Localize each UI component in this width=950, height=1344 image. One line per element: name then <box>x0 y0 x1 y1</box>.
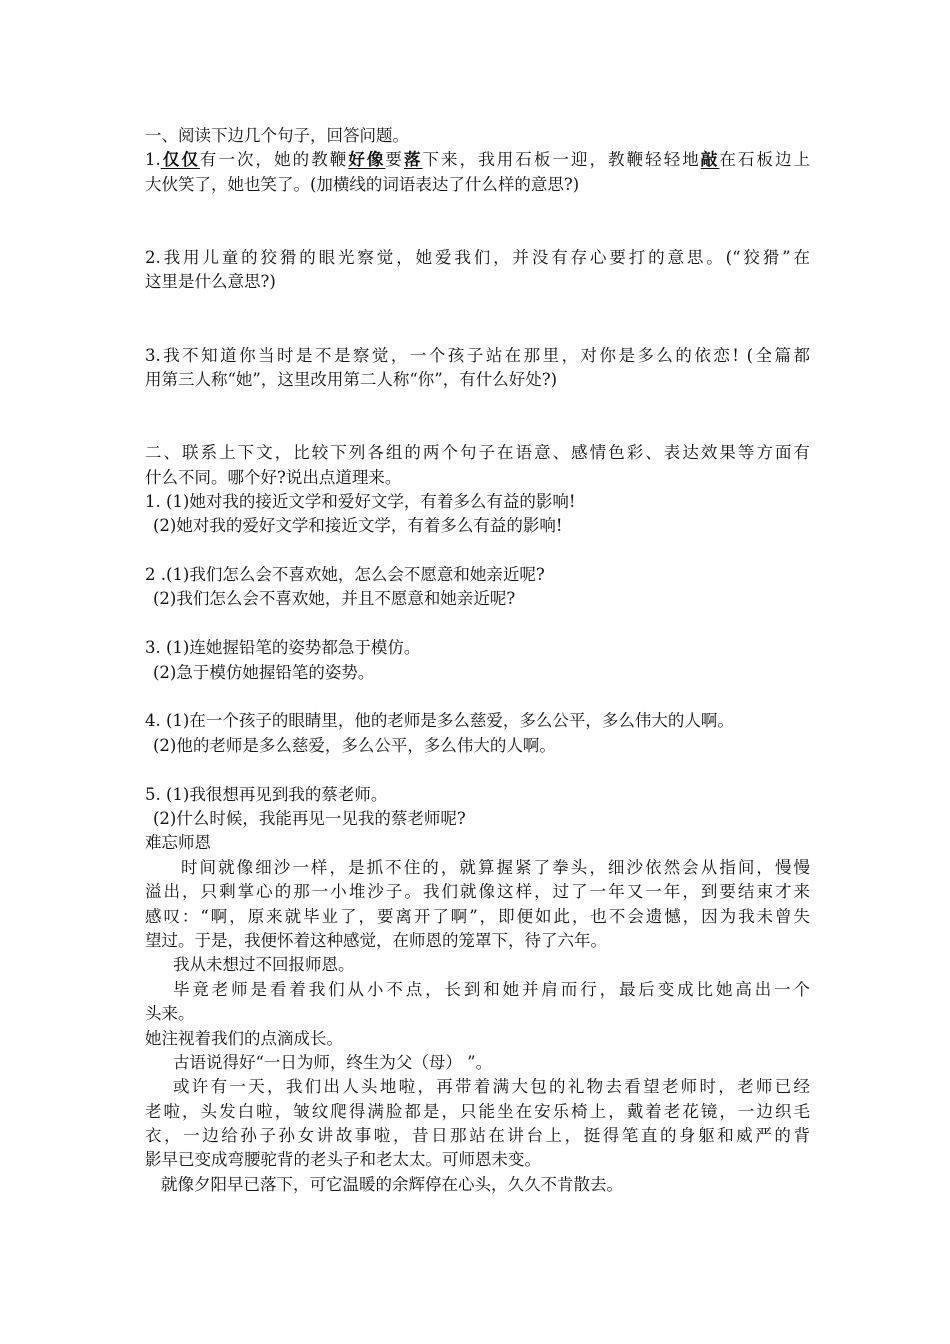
essay-p7: 就像夕阳早已落下，可它温暖的余辉停在心头，久久不肯散去。 <box>161 1174 623 1194</box>
essay-p1-line4: 望过。于是，我便怀着这种感觉，在师恩的笼罩下，待了六年。 <box>145 930 607 950</box>
essay-p4: 她注视着我们的点滴成长。 <box>145 1028 343 1048</box>
essay-p6-line4: 影早已变成弯腰驼背的老头子和老太太。可师恩未变。 <box>145 1150 541 1170</box>
pair-3-b: (2)急于模仿她握铅笔的姿势。 <box>153 662 375 682</box>
pair-4-b: (2)他的老师是多么慈爱，多么公平，多么伟大的人啊。 <box>153 735 556 755</box>
question-1-number: 1. <box>145 150 161 170</box>
question-1-text-1: 有一次，她的教鞭 <box>199 150 349 170</box>
question-1-line2: 大伙笑了，她也笑了。(加横线的词语表达了什么样的意思?) <box>145 174 580 194</box>
essay-p3-line2: 头来。 <box>145 1004 195 1024</box>
pair-4-a: 4. (1)在一个孩子的眼睛里，他的老师是多么慈爱，多么公平，多么伟大的人啊。 <box>145 711 734 731</box>
question-3-line2: 用第三人称“她”，这里改用第二人称“你”，有什么好处?) <box>145 369 558 389</box>
essay-p6-line3: 衣，一边给孙子孙女讲故事啦，昔日那站在讲台上，挺得笔直的身躯和威严的背 <box>145 1126 810 1146</box>
question-2-line1: 2.我用儿童的狡猾的眼光察觉，她爱我们，并没有存心要打的意思。(“狡猾”在 <box>145 247 810 267</box>
pair-1-b: (2)她对我的爱好文学和接近文学，有着多么有益的影响! <box>153 516 563 536</box>
essay-p2: 我从未想过不回报师恩。 <box>173 955 355 975</box>
question-1-text-3: 下来，我用石板一迎，教鞭轻轻地 <box>422 150 701 170</box>
underlined-word-1: 仅仅 <box>160 150 200 170</box>
underlined-word-4: 敲 <box>700 150 720 170</box>
underlined-word-3: 落 <box>403 150 423 170</box>
essay-p1-line1: 时间就像细沙一样，是抓不住的，就算握紧了拳头，细沙依然会从指间，慢慢 <box>181 857 810 877</box>
essay-p1-line3: 感叹：“啊，原来就毕业了，要离开了啊”，即便如此，也不会遗憾，因为我未曾失 <box>145 906 810 926</box>
document-body <box>145 124 810 1197</box>
question-1-line1 <box>145 148 810 172</box>
section1-heading: 一、阅读下边几个句子，回答问题。 <box>145 126 409 145</box>
essay-p3-line1: 毕竟老师是看着我们从小不点，长到和她并肩而行，最后变成比她高出一个 <box>173 979 810 999</box>
section2-heading-line1: 二、联系上下文，比较下列各组的两个句子在语意、感情色彩、表达效果等方面有 <box>145 443 810 463</box>
underlined-word-2: 好像 <box>348 150 386 170</box>
question-3-line1: 3.我不知道你当时是不是察觉，一个孩子站在那里，对你是多么的依恋! (全篇都 <box>145 345 810 365</box>
question-1-text-2: 要 <box>385 150 404 170</box>
question-1-text-4: 在石板边上 <box>719 150 811 170</box>
pair-2-b: (2)我们怎么会不喜欢她，并且不愿意和她亲近呢? <box>153 589 516 609</box>
pair-1-a: 1. (1)她对我的接近文学和爱好文学，有着多么有益的影响! <box>145 491 576 511</box>
section2-heading-line2: 什么不同。哪个好?说出点道理来。 <box>145 467 402 487</box>
essay-p6-line1: 或许有一天，我们出人头地啦，再带着满大包的礼物去看望老师时，老师已经 <box>173 1077 810 1097</box>
pair-3-a: 3. (1)连她握铅笔的姿势都急于模仿。 <box>145 638 421 658</box>
pair-5-a: 5. (1)我很想再见到我的蔡老师。 <box>145 784 388 804</box>
pair-5-b: (2)什么时候，我能再见一见我的蔡老师呢? <box>153 808 466 828</box>
essay-title: 难忘师恩 <box>145 833 211 853</box>
question-2-line2: 这里是什么意思?) <box>145 272 276 292</box>
essay-p6-line2: 老啦，头发白啦，皱纹爬得满脸都是，只能坐在安乐椅上，戴着老花镜，一边织毛 <box>145 1101 810 1121</box>
essay-p5: 古语说得好“一日为师，终生为父（母） ”。 <box>173 1052 493 1072</box>
essay-p1-line2: 溢出，只剩掌心的那一小堆沙子。我们就像这样，过了一年又一年，到要结束才来 <box>145 882 810 902</box>
pair-2-a: 2 .(1)我们怎么会不喜欢她，怎么会不愿意和她亲近呢? <box>145 565 545 585</box>
